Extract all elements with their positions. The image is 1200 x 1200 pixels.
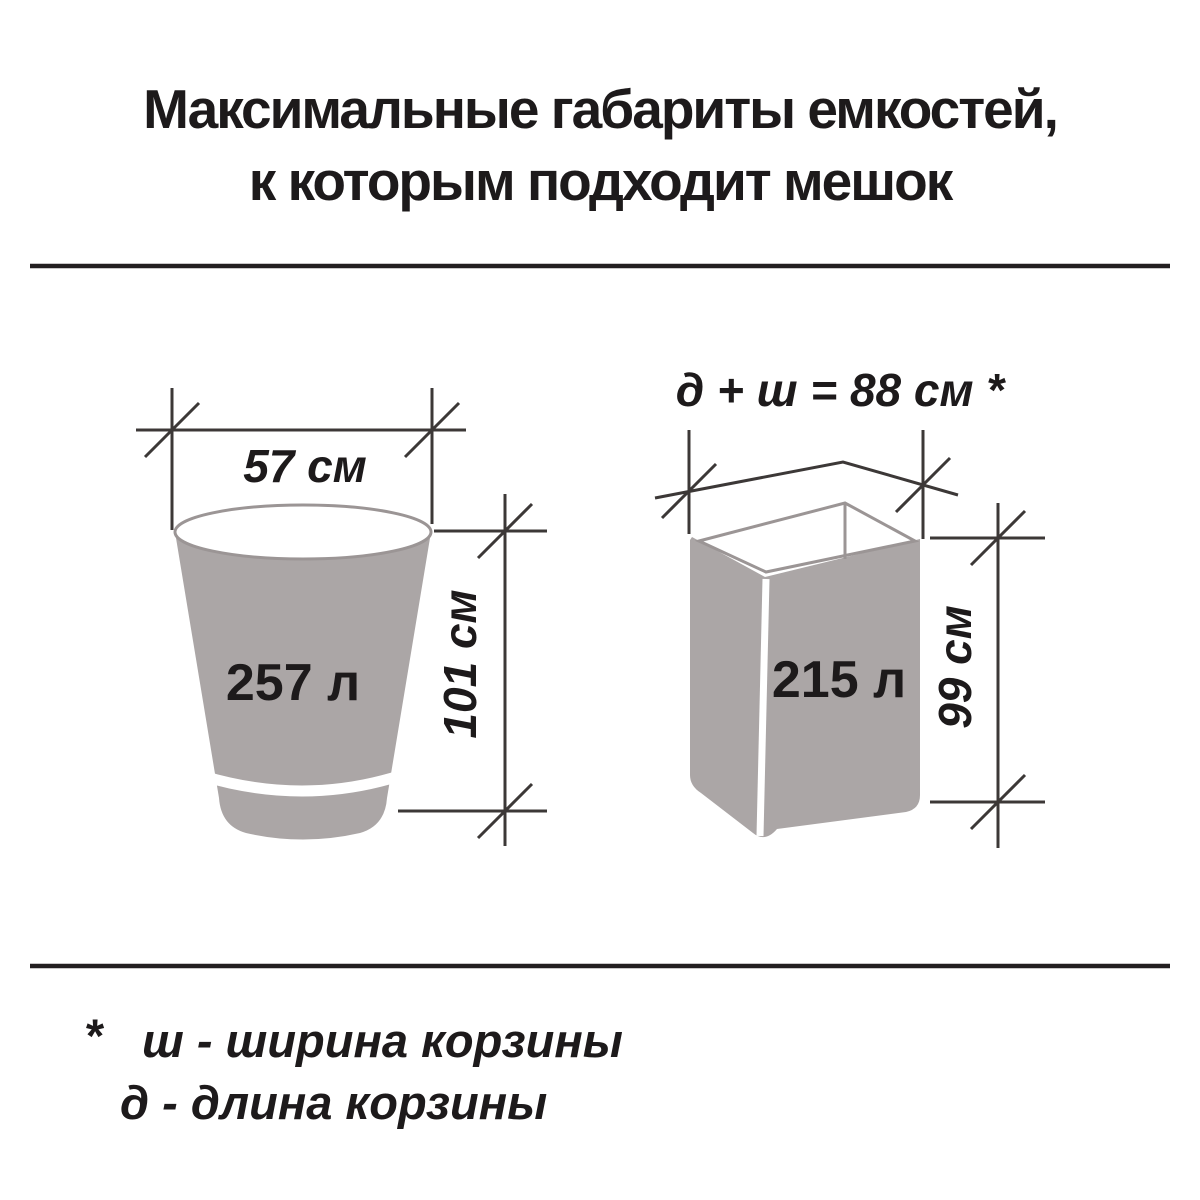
bucket-volume-label: 257 л [225, 654, 361, 712]
footnote [84, 1009, 623, 1129]
page-title [143, 78, 1057, 212]
title-line-2: к которым подходит мешок [248, 150, 952, 212]
figure-basket [655, 364, 1045, 848]
title-line-1: Максимальные габариты емкостей, [143, 78, 1057, 140]
figure-bucket [136, 388, 547, 846]
basket-height-label: 99 см [929, 605, 981, 729]
bucket-width-label: 57 см [243, 440, 367, 492]
basket-top-dimension-label: д + ш = 88 см * [675, 364, 1005, 416]
bucket-height-label: 101 см [434, 589, 486, 739]
footnote-asterisk: * [84, 1009, 103, 1062]
footnote-line-1: ш - ширина корзины [142, 1014, 623, 1067]
basket-volume-label: 215 л [771, 651, 907, 709]
basket-height-dimension [929, 503, 1045, 848]
bucket-rim-opening [175, 505, 431, 559]
footnote-line-2: д - длина корзины [120, 1076, 548, 1129]
